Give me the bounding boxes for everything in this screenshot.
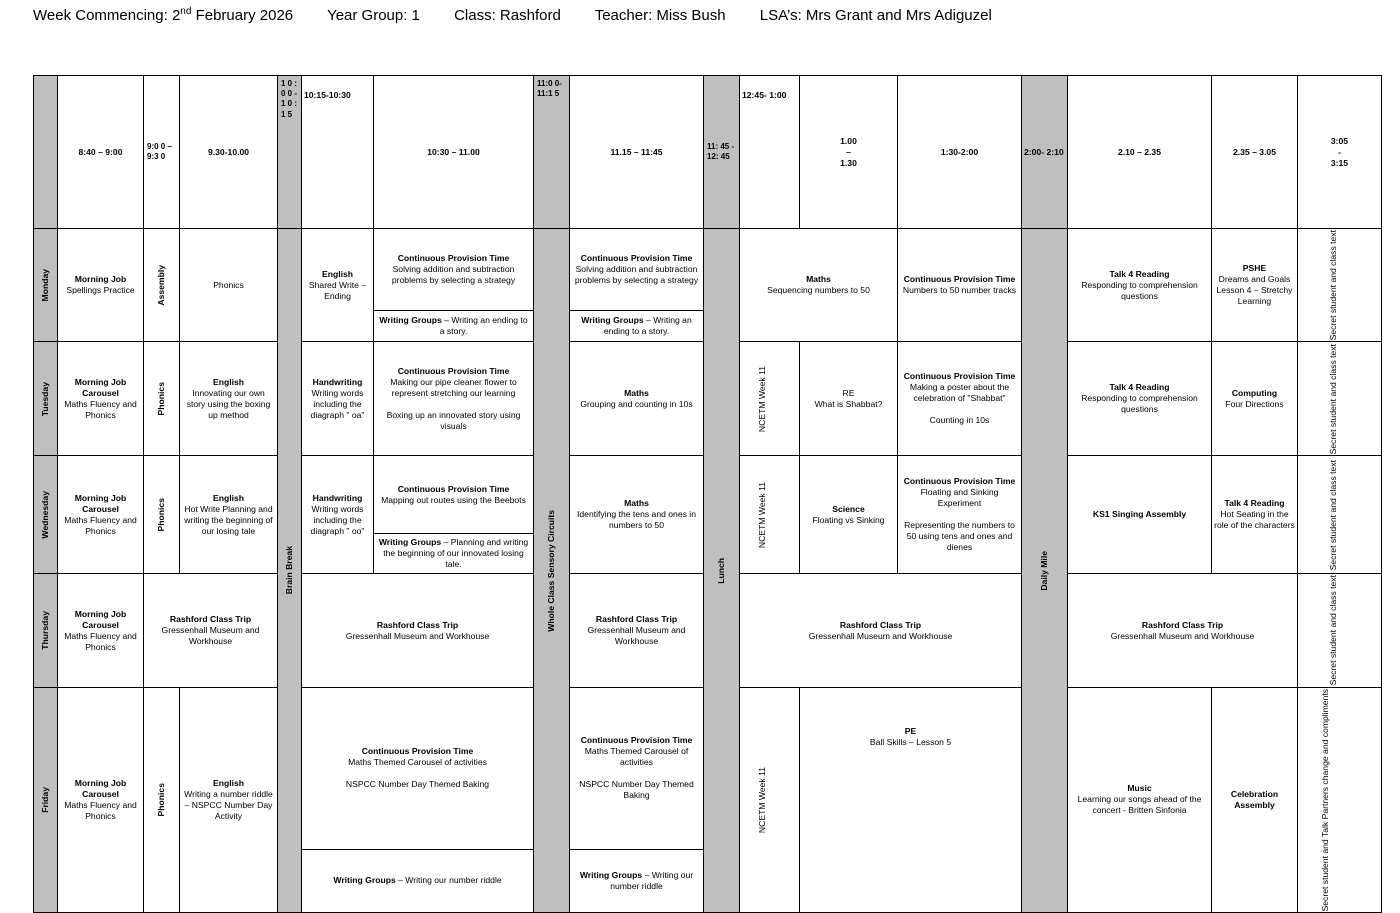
time-slot: 11.15 – 11:45 bbox=[570, 76, 704, 229]
cell: KS1 Singing Assembly bbox=[1068, 456, 1212, 574]
day-label: Tuesday bbox=[34, 342, 58, 456]
cell: Continuous Provision Time Making a poster about the celebration of "Shabbat" Counting in 10s bbox=[898, 342, 1022, 456]
cell: Handwriting Writing words including the diagraph " oo" bbox=[302, 456, 374, 574]
day-row-monday bbox=[34, 229, 1382, 311]
cell: PE Ball Skills – Lesson 5 bbox=[800, 687, 1022, 912]
week-commencing: Week Commencing: 2nd February 2026 bbox=[33, 6, 294, 24]
cell: Secret student and class text bbox=[1298, 342, 1382, 456]
cell: Writing Groups – Writing our number riddle bbox=[302, 849, 534, 913]
day-label: Thursday bbox=[34, 574, 58, 687]
cell: English Shared Write – Ending bbox=[302, 229, 374, 342]
teacher: Teacher: Miss Bush bbox=[594, 7, 726, 24]
day-label: Friday bbox=[34, 687, 58, 912]
time-slot: 1:30-2:00 bbox=[898, 76, 1022, 229]
cell: Talk 4 Reading Hot Seating in the role of the characters bbox=[1212, 456, 1298, 574]
time-header-row bbox=[34, 76, 1382, 229]
time-slot: 11:0 0- 11:1 5 bbox=[534, 76, 570, 229]
cell: PSHE Dreams and Goals Lesson 4 – Stretchy Learning bbox=[1212, 229, 1298, 342]
time-slot: 11: 45 - 12: 45 bbox=[704, 76, 740, 229]
time-slot: 10:15-10:30 bbox=[302, 76, 374, 229]
cell: Rashford Class Trip Gressenhall Museum and Workhouse bbox=[302, 574, 534, 687]
cell: Morning Job Spellings Practice bbox=[58, 229, 144, 342]
cell: Maths Identifying the tens and ones in numbers to 50 bbox=[570, 456, 704, 574]
cell: Celebration Assembly bbox=[1212, 687, 1298, 912]
header bbox=[33, 6, 1022, 24]
cell: Morning Job Carousel Maths Fluency and Phonics bbox=[58, 342, 144, 456]
day-label: Monday bbox=[34, 229, 58, 342]
cell: Phonics bbox=[144, 456, 180, 574]
cell: Morning Job Carousel Maths Fluency and Phonics bbox=[58, 574, 144, 687]
corner-cell bbox=[34, 76, 58, 229]
cell: Music Learning our songs ahead of the concert - Britten Sinfonia bbox=[1068, 687, 1212, 912]
year-group: Year Group: 1 bbox=[327, 7, 420, 24]
cell: Secret student and Talk Partners change and compliments bbox=[1298, 687, 1382, 912]
cell: Phonics bbox=[144, 342, 180, 456]
cell: Computing Four Directions bbox=[1212, 342, 1298, 456]
daily-mile-block: Daily Mile bbox=[1022, 229, 1068, 913]
cell: Talk 4 Reading Responding to comprehension questions bbox=[1068, 229, 1212, 342]
cell: Rashford Class Trip Gressenhall Museum and Workhouse bbox=[1068, 574, 1298, 687]
time-slot: 12:45- 1:00 bbox=[740, 76, 800, 229]
timetable bbox=[33, 75, 1382, 913]
cell: RE What is Shabbat? bbox=[800, 342, 898, 456]
time-slot: 8:40 – 9:00 bbox=[58, 76, 144, 229]
cell: Morning Job Carousel Maths Fluency and Phonics bbox=[58, 456, 144, 574]
time-slot: 2.35 – 3.05 bbox=[1212, 76, 1298, 229]
cell: Continuous Provision Time Floating and Sinking Experiment Representing the numbers to 50 using tens and ones and dienes bbox=[898, 456, 1022, 574]
cell: Assembly bbox=[144, 229, 180, 342]
lsa: LSA’s: Mrs Grant and Mrs Adiguzel bbox=[759, 7, 992, 24]
cell: English Innovating our own story using the boxing up method bbox=[180, 342, 278, 456]
cell: NCETM Week 11 bbox=[740, 456, 800, 574]
cell: Continuous Provision Time Making our pipe cleaner flower to represent stretching our learning Boxing up an innovated story using visuals bbox=[374, 342, 534, 456]
class-name: Class: Rashford bbox=[454, 7, 561, 24]
cell: Rashford Class Trip Gressenhall Museum and Workhouse bbox=[740, 574, 1022, 687]
cell: Phonics bbox=[144, 687, 180, 912]
cell: Continuous Provision Time Maths Themed Carousel of activities NSPCC Number Day Themed Baking bbox=[570, 687, 704, 849]
cell: Writing Groups – Planning and writing the beginning of our innovated losing tale. bbox=[374, 534, 534, 574]
lunch-block: Lunch bbox=[704, 229, 740, 913]
cell: Secret student and class text bbox=[1298, 456, 1382, 574]
cell: Writing Groups – Writing our number riddle bbox=[570, 849, 704, 913]
time-slot: 1.00 – 1.30 bbox=[800, 76, 898, 229]
cell: Maths Grouping and counting in 10s bbox=[570, 342, 704, 456]
time-slot: 1 0 : 0 0 - 1 0 : 1 5 bbox=[278, 76, 302, 229]
time-slot: 2.10 – 2.35 bbox=[1068, 76, 1212, 229]
cell: Maths Sequencing numbers to 50 bbox=[740, 229, 898, 342]
brain-break-block: Brain Break bbox=[278, 229, 302, 913]
cell: Continuous Provision Time Mapping out routes using the Beebots bbox=[374, 456, 534, 534]
cell: Continuous Provision Time Maths Themed Carousel of activities NSPCC Number Day Themed Baking bbox=[302, 687, 534, 849]
cell: Rashford Class Trip Gressenhall Museum and Workhouse bbox=[570, 574, 704, 687]
cell: Continuous Provision Time Solving addition and subtraction problems by selecting a strategy bbox=[570, 229, 704, 311]
cell: Rashford Class Trip Gressenhall Museum and Workhouse bbox=[144, 574, 278, 687]
cell: Phonics bbox=[180, 229, 278, 342]
sensory-circuits-block: Whole Class Sensory Circuits bbox=[534, 229, 570, 913]
cell: Morning Job Carousel Maths Fluency and Phonics bbox=[58, 687, 144, 912]
cell: English Writing a number riddle – NSPCC Number Day Activity bbox=[180, 687, 278, 912]
cell: Writing Groups – Writing an ending to a story. bbox=[570, 310, 704, 342]
time-slot: 9.30-10.00 bbox=[180, 76, 278, 229]
cell: Talk 4 Reading Responding to comprehension questions bbox=[1068, 342, 1212, 456]
cell: Handwriting Writing words including the diagraph " oa" bbox=[302, 342, 374, 456]
cell: Continuous Provision Time Solving addition and subtraction problems by selecting a strategy bbox=[374, 229, 534, 311]
cell: Secret student and class text bbox=[1298, 229, 1382, 342]
cell: Writing Groups – Writing an ending to a story. bbox=[374, 310, 534, 342]
time-slot: 9:0 0 – 9:3 0 bbox=[144, 76, 180, 229]
time-slot: 3:05 - 3:15 bbox=[1298, 76, 1382, 229]
cell: Secret student and class text bbox=[1298, 574, 1382, 687]
time-slot: 10:30 – 11.00 bbox=[374, 76, 534, 229]
cell: English Hot Write Planning and writing the beginning of our losing tale bbox=[180, 456, 278, 574]
cell: NCETM Week 11 bbox=[740, 687, 800, 912]
cell: Science Floating vs Sinking bbox=[800, 456, 898, 574]
cell: NCETM Week 11 bbox=[740, 342, 800, 456]
day-label: Wednesday bbox=[34, 456, 58, 574]
cell: Continuous Provision Time Numbers to 50 number tracks bbox=[898, 229, 1022, 342]
time-slot: 2:00- 2:10 bbox=[1022, 76, 1068, 229]
